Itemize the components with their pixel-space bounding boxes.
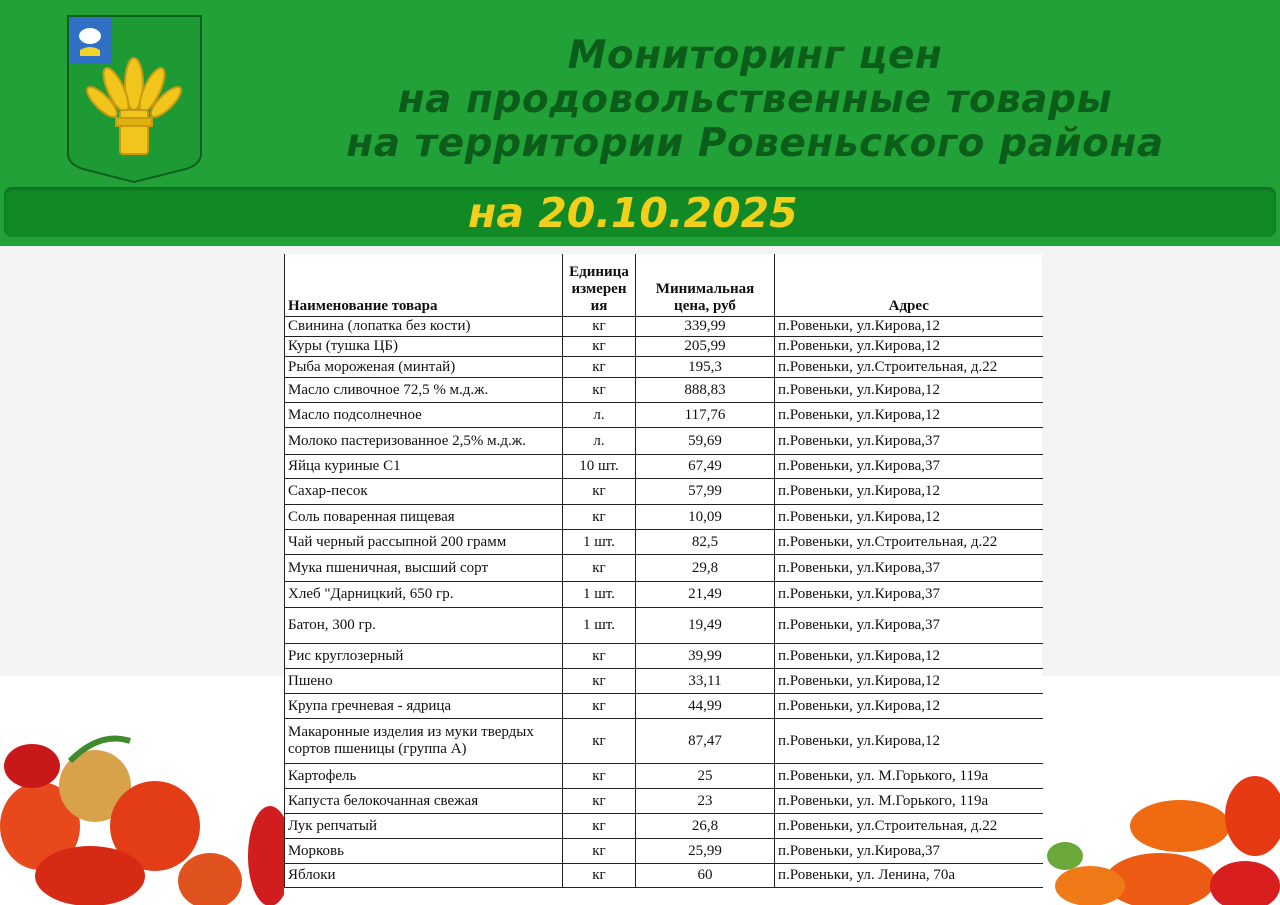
cell-address: п.Ровеньки, ул.Кирова,12 <box>775 669 1043 694</box>
cell-price: 195,3 <box>636 357 775 378</box>
table-row <box>285 582 1043 608</box>
cell-name: Яблоки <box>285 864 563 888</box>
cell-name: Пшено <box>285 669 563 694</box>
cell-unit: кг <box>563 789 636 814</box>
cell-price: 10,09 <box>636 505 775 530</box>
cell-name: Чай черный рассыпной 200 грамм <box>285 530 563 555</box>
cell-price: 117,76 <box>636 403 775 428</box>
table-row <box>285 428 1043 455</box>
cell-unit: кг <box>563 337 636 357</box>
cell-name: Масло сливочное 72,5 % м.д.ж. <box>285 378 563 403</box>
cell-name: Лук репчатый <box>285 814 563 839</box>
cell-price: 25 <box>636 764 775 789</box>
cell-price: 60 <box>636 864 775 888</box>
cell-name: Масло подсолнечное <box>285 403 563 428</box>
cell-price: 21,49 <box>636 582 775 608</box>
date-label: на 20.10.2025 <box>468 189 798 237</box>
cell-address: п.Ровеньки, ул.Кирова,12 <box>775 505 1043 530</box>
table-row <box>285 608 1043 644</box>
cell-name: Куры (тушка ЦБ) <box>285 337 563 357</box>
cell-unit: л. <box>563 428 636 455</box>
table-row <box>285 555 1043 582</box>
header-name: Наименование товара <box>285 254 563 317</box>
cell-address: п.Ровеньки, ул.Кирова,37 <box>775 582 1043 608</box>
cell-price: 82,5 <box>636 530 775 555</box>
cell-price: 26,8 <box>636 814 775 839</box>
page-title <box>270 34 1240 166</box>
cell-price: 39,99 <box>636 644 775 669</box>
table-row <box>285 530 1043 555</box>
table-row <box>285 669 1043 694</box>
table-row <box>285 814 1043 839</box>
cell-address: п.Ровеньки, ул.Кирова,37 <box>775 608 1043 644</box>
cell-address: п.Ровеньки, ул.Строительная, д.22 <box>775 814 1043 839</box>
table-row <box>285 839 1043 864</box>
table-row <box>285 317 1043 337</box>
title-line: на территории Ровеньского района <box>346 121 1164 166</box>
cell-address: п.Ровеньки, ул. Ленина, 70а <box>775 864 1043 888</box>
cell-price: 44,99 <box>636 694 775 719</box>
cell-price: 59,69 <box>636 428 775 455</box>
cell-unit: 1 шт. <box>563 582 636 608</box>
cell-price: 888,83 <box>636 378 775 403</box>
cell-address: п.Ровеньки, ул.Кирова,12 <box>775 719 1043 764</box>
cell-name: Морковь <box>285 839 563 864</box>
cell-unit: кг <box>563 317 636 337</box>
table-row <box>285 479 1043 505</box>
table-row <box>285 403 1043 428</box>
table-row <box>285 694 1043 719</box>
cell-address: п.Ровеньки, ул.Кирова,12 <box>775 694 1043 719</box>
cell-unit: кг <box>563 378 636 403</box>
cell-price: 23 <box>636 789 775 814</box>
cell-name: Макаронные изделия из муки твердых сортов пшеницы (группа А) <box>285 719 563 764</box>
cell-name: Соль поваренная пищевая <box>285 505 563 530</box>
cell-unit: кг <box>563 357 636 378</box>
table-row <box>285 378 1043 403</box>
cell-unit: кг <box>563 479 636 505</box>
cell-price: 87,47 <box>636 719 775 764</box>
cell-address: п.Ровеньки, ул.Кирова,12 <box>775 378 1043 403</box>
cell-address: п.Ровеньки, ул.Кирова,12 <box>775 479 1043 505</box>
table-row <box>285 357 1043 378</box>
cell-unit: кг <box>563 719 636 764</box>
header-banner <box>0 0 1280 246</box>
cell-address: п.Ровеньки, ул.Кирова,12 <box>775 317 1043 337</box>
cell-address: п.Ровеньки, ул. М.Горького, 119а <box>775 789 1043 814</box>
table-row <box>285 505 1043 530</box>
cell-unit: кг <box>563 814 636 839</box>
price-table-container <box>284 254 1042 894</box>
cell-unit: кг <box>563 669 636 694</box>
cell-address: п.Ровеньки, ул.Кирова,12 <box>775 403 1043 428</box>
cell-name: Хлеб "Дарницкий, 650 гр. <box>285 582 563 608</box>
cell-price: 29,8 <box>636 555 775 582</box>
header-unit: Единица измерен ия <box>563 254 636 317</box>
cell-price: 339,99 <box>636 317 775 337</box>
cell-address: п.Ровеньки, ул.Строительная, д.22 <box>775 530 1043 555</box>
cell-address: п.Ровеньки, ул.Кирова,37 <box>775 839 1043 864</box>
table-row <box>285 719 1043 764</box>
price-table <box>284 254 1043 888</box>
cell-name: Батон, 300 гр. <box>285 608 563 644</box>
cell-name: Мука пшеничная, высший сорт <box>285 555 563 582</box>
cell-unit: кг <box>563 694 636 719</box>
cell-unit: 10 шт. <box>563 455 636 479</box>
table-row <box>285 455 1043 479</box>
cell-price: 33,11 <box>636 669 775 694</box>
table-row <box>285 764 1043 789</box>
header-address: Адрес <box>775 254 1043 317</box>
cell-name: Свинина (лопатка без кости) <box>285 317 563 337</box>
cell-unit: кг <box>563 864 636 888</box>
cell-price: 67,49 <box>636 455 775 479</box>
cell-address: п.Ровеньки, ул. М.Горького, 119а <box>775 764 1043 789</box>
cell-price: 205,99 <box>636 337 775 357</box>
title-line: Мониторинг цен <box>567 33 943 78</box>
cell-address: п.Ровеньки, ул.Кирова,12 <box>775 337 1043 357</box>
cell-name: Молоко пастеризованное 2,5% м.д.ж. <box>285 428 563 455</box>
cell-unit: кг <box>563 505 636 530</box>
cell-name: Яйца куриные С1 <box>285 455 563 479</box>
cell-name: Капуста белокочанная свежая <box>285 789 563 814</box>
title-line: на продовольственные товары <box>397 77 1113 122</box>
cell-address: п.Ровеньки, ул.Кирова,12 <box>775 644 1043 669</box>
cell-price: 25,99 <box>636 839 775 864</box>
cell-name: Крупа гречневая - ядрица <box>285 694 563 719</box>
header-price: Минимальная цена, руб <box>636 254 775 317</box>
cell-unit: кг <box>563 839 636 864</box>
table-row <box>285 644 1043 669</box>
cell-unit: л. <box>563 403 636 428</box>
table-header-row <box>285 254 1043 317</box>
cell-address: п.Ровеньки, ул.Кирова,37 <box>775 555 1043 582</box>
cell-name: Сахар-песок <box>285 479 563 505</box>
cell-address: п.Ровеньки, ул.Кирова,37 <box>775 455 1043 479</box>
cell-name: Картофель <box>285 764 563 789</box>
cell-address: п.Ровеньки, ул.Строительная, д.22 <box>775 357 1043 378</box>
coat-of-arms-icon <box>66 14 203 184</box>
cell-unit: 1 шт. <box>563 530 636 555</box>
table-row <box>285 337 1043 357</box>
cell-price: 57,99 <box>636 479 775 505</box>
table-row <box>285 864 1043 888</box>
cell-unit: 1 шт. <box>563 608 636 644</box>
cell-unit: кг <box>563 644 636 669</box>
cell-price: 19,49 <box>636 608 775 644</box>
cell-name: Рис круглозерный <box>285 644 563 669</box>
cell-unit: кг <box>563 764 636 789</box>
cell-address: п.Ровеньки, ул.Кирова,37 <box>775 428 1043 455</box>
cell-unit: кг <box>563 555 636 582</box>
table-row <box>285 789 1043 814</box>
cell-name: Рыба мороженая (минтай) <box>285 357 563 378</box>
